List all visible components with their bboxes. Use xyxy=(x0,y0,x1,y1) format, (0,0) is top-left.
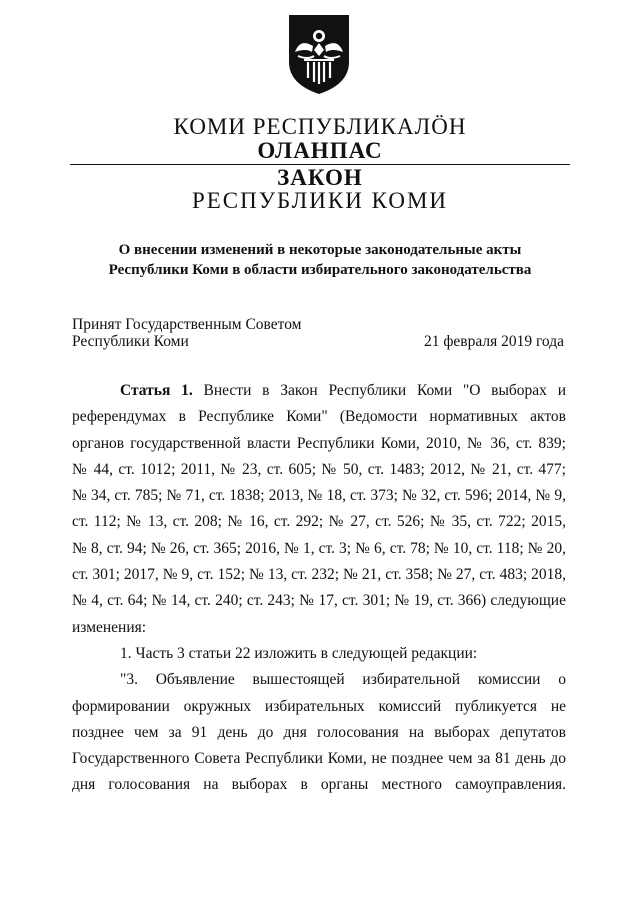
header-law-komi: ОЛАНПАС xyxy=(257,138,383,163)
adoption-date: 21 февраля 2019 года xyxy=(423,333,564,350)
document-title-line-1: О внесении изменений в некоторые законодательные акты xyxy=(118,242,522,258)
body-line: формировании окружных избирательных комиссий публикуется не xyxy=(72,697,566,715)
body-line xyxy=(72,378,566,404)
article-body xyxy=(72,378,566,799)
header-komi-republic-line: КОМИ РЕСПУБЛИКАЛӦН xyxy=(173,114,467,139)
body-line: референдумах в Республике Коми" (Ведомости нормативных актов xyxy=(72,408,566,426)
body-line: Государственного Совета Республики Коми, не позднее чем за 81 день до xyxy=(72,750,566,768)
body-line: № 34, ст. 785; № 71, ст. 1838; 2013, № 18, ст. 373; № 32, ст. 596; 2014, № 9, xyxy=(72,487,566,505)
header-law: ЗАКОН xyxy=(277,165,363,190)
body-line: 1. Часть 3 статьи 22 изложить в следующей редакции: xyxy=(120,644,478,662)
document-title-line-2: Республики Коми в области избирательного законодательства xyxy=(108,262,532,278)
body-line: изменения: xyxy=(72,618,147,636)
adoption-line-2: Республики Коми xyxy=(72,333,189,350)
komi-coat-of-arms-icon xyxy=(286,12,352,96)
header-republic-komi: РЕСПУБЛИКИ КОМИ xyxy=(191,188,449,213)
body-line: № 44, ст. 1012; 2011, № 23, ст. 605; № 50, ст. 1483; 2012, № 21, ст. 477; xyxy=(72,460,566,478)
body-line: "3. Объявление вышестоящей избирательной комиссии о xyxy=(120,671,566,689)
body-line: дня голосования на выборах в органы местного самоуправления. xyxy=(72,776,566,794)
article-label: Статья 1. xyxy=(120,382,193,399)
adoption-line-1: Принят Государственным Советом xyxy=(72,316,302,333)
body-line: № 4, ст. 64; № 14, ст. 240; ст. 243; № 17, ст. 301; № 19, ст. 366) следующие xyxy=(72,592,566,610)
body-line: позднее чем за 91 день до дня голосования на выборах депутатов xyxy=(72,723,566,741)
body-line: ст. 112; № 13, ст. 208; № 16, ст. 292; № 27, ст. 526; № 35, ст. 722; 2015, xyxy=(72,513,566,531)
body-line: ст. 301; 2017, № 9, ст. 152; № 13, ст. 232; № 21, ст. 358; № 27, ст. 483; 2018, xyxy=(72,566,566,584)
body-line: № 8, ст. 94; № 26, ст. 365; 2016, № 1, ст. 3; № 6, ст. 78; № 10, ст. 118; № 20, xyxy=(72,539,566,557)
body-text: Внести в Закон Республики Коми "О выборах и xyxy=(192,382,566,399)
body-line: органов государственной власти Республики Коми, 2010, № 36, ст. 839; xyxy=(72,434,566,452)
